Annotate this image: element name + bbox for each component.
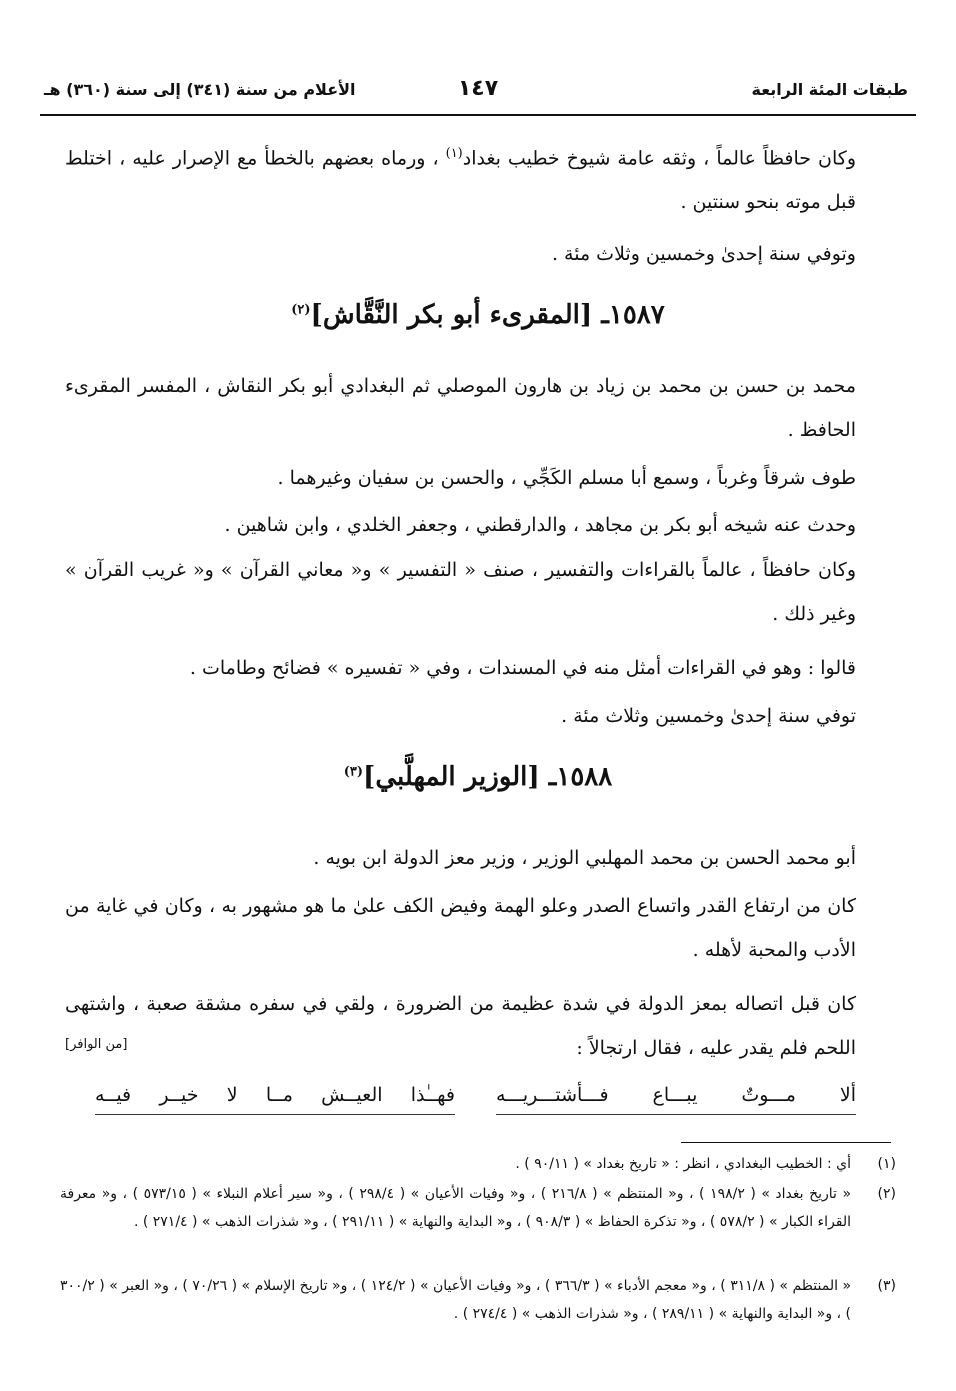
intro-paragraph xyxy=(65,132,856,224)
footnote-text: « المنتظم » ( ٣١١/٨ ) ، و« معجم الأدباء » ( ٣٦٦/٣ ) ، و« وفيات الأعيان » ( ١٢٤/٢ ) ، و« تاريخ الإسلام » ( ٧٠/٢٦ ) ، و« العبر » ( ٣٠٠/٢ ) ، و« البداية والنهاية » ( ٢٨٩/١١ ) ، و« شذرات الذهب » ( ٢٧٤/٤ ) . xyxy=(60,1278,852,1322)
entry1588-story: كان قبل اتصاله بمعز الدولة في شدة عظيمة من الضرورة ، ولقي في سفره مشقة صعبة ، واشتهى اللحم فلم يقدر عليه ، فقال ارتجالاً : xyxy=(65,993,856,1059)
footnote-1 xyxy=(60,1150,896,1178)
header-rule xyxy=(40,114,916,116)
entry-title-1587 xyxy=(0,300,956,330)
entry1587-works: وكان حافظاً ، عالماً بالقراءات والتفسير ، صنف « التفسير » و« معاني القرآن » و« غريب القرآن » وغير ذلك . xyxy=(65,559,856,625)
footnote-text: أي : الخطيب البغدادي ، انظر : « تاريخ بغداد » ( ٩٠/١١ ) . xyxy=(515,1156,851,1172)
intro-text: وكان حافظاً عالماً ، وثقه عامة شيوخ خطيب بغداد xyxy=(462,147,857,170)
poetry-meter: [من الوافر] xyxy=(65,1037,128,1052)
footnote-ref-3[interactable]: (٣) xyxy=(343,764,364,780)
footnote-2 xyxy=(60,1180,896,1236)
footnote-3 xyxy=(60,1272,896,1328)
footnote-number: (١) xyxy=(877,1156,896,1172)
entry1588-bio: أبو محمد الحسن بن محمد المهلبي الوزير ، وزير معز الدولة ابن بويه . xyxy=(313,847,856,869)
intro-text-rest: ، ورماه بعضهم بالخطأ مع الإصرار عليه ، اختلط قبل موته بنحو سنتين . xyxy=(65,147,856,214)
entry1588-character: كان من ارتفاع القدر واتساع الصدر وعلو الهمة وفيض الكف علىٰ ما هو مشهور به ، وكان في غاية من الأدب والمحبة لأهله . xyxy=(65,895,856,961)
entry1587-travels: طوف شرقاً وغرباً ، وسمع أبا مسلم الكَجِّي ، والحسن بن سفيان وغيرهما . xyxy=(277,467,856,489)
entry-title-text: ١٥٨٨ـ [الوزير المهلَّبي] xyxy=(363,762,613,792)
header-section: طبقات المئة الرابعة xyxy=(751,80,908,99)
header-range: الأعلام من سنة (٣٤١) إلى سنة (٣٦٠) هـ xyxy=(44,80,356,99)
entry1587-students: وحدث عنه شيخه أبو بكر بن مجاهد ، والدارقطني ، وجعفر الخلدي ، وابن شاهين . xyxy=(224,514,856,536)
entry-title-1588 xyxy=(0,762,956,792)
footnote-number: (٣) xyxy=(877,1278,896,1294)
entry-title-text: ١٥٨٧ـ [المقرىء أبو بكر النَّقَّاش] xyxy=(310,300,665,330)
footnote-number: (٢) xyxy=(877,1186,896,1202)
footnote-ref-1[interactable]: (١) xyxy=(445,146,463,161)
verse-first-hemistich: ألا مـــوتٌ يبـــاع فـــأشتـــريـــه xyxy=(496,1078,856,1115)
page-number: ١٤٧ xyxy=(457,76,499,101)
footnote-ref-2[interactable]: (٢) xyxy=(291,302,311,318)
footnote-text: « تاريخ بغداد » ( ١٩٨/٢ ) ، و« المنتظم » ( ٢١٦/٨ ) ، و« وفيات الأعيان » ( ٢٩٨/٤ ) ، و« سير أعلام النبلاء » ( ٥٧٣/١٥ ) ، و« معرفة القراء الكبار » ( ٥٧٨/٢ ) ، و« تذكرة الحفاظ » ( ٩٠٨/٣ ) ، و« البداية والنهاية » ( ٢٩١/١١ ) ، و« شذرات الذهب » ( ٢٧١/٤ ) . xyxy=(60,1186,852,1230)
entry1587-opinion: قالوا : وهو في القراءات أمثل منه في المسندات ، وفي « تفسيره » فضائح وطامات . xyxy=(189,657,856,679)
running-header xyxy=(40,76,916,114)
intro-death: وتوفي سنة إحدىٰ وخمسين وثلاث مئة . xyxy=(551,243,856,265)
verse-second-hemistich: فهــٰذا العيــش مــا لا خيــر فيــه xyxy=(95,1078,455,1115)
footnote-rule xyxy=(681,1142,891,1143)
entry1587-death: توفي سنة إحدىٰ وخمسين وثلاث مئة . xyxy=(561,705,856,727)
poetry-verse xyxy=(95,1078,856,1122)
entry1587-bio: محمد بن حسن بن محمد بن زياد بن هارون الموصلي ثم البغدادي أبو بكر النقاش ، المفسر المقرىء الحافظ . xyxy=(65,375,856,441)
